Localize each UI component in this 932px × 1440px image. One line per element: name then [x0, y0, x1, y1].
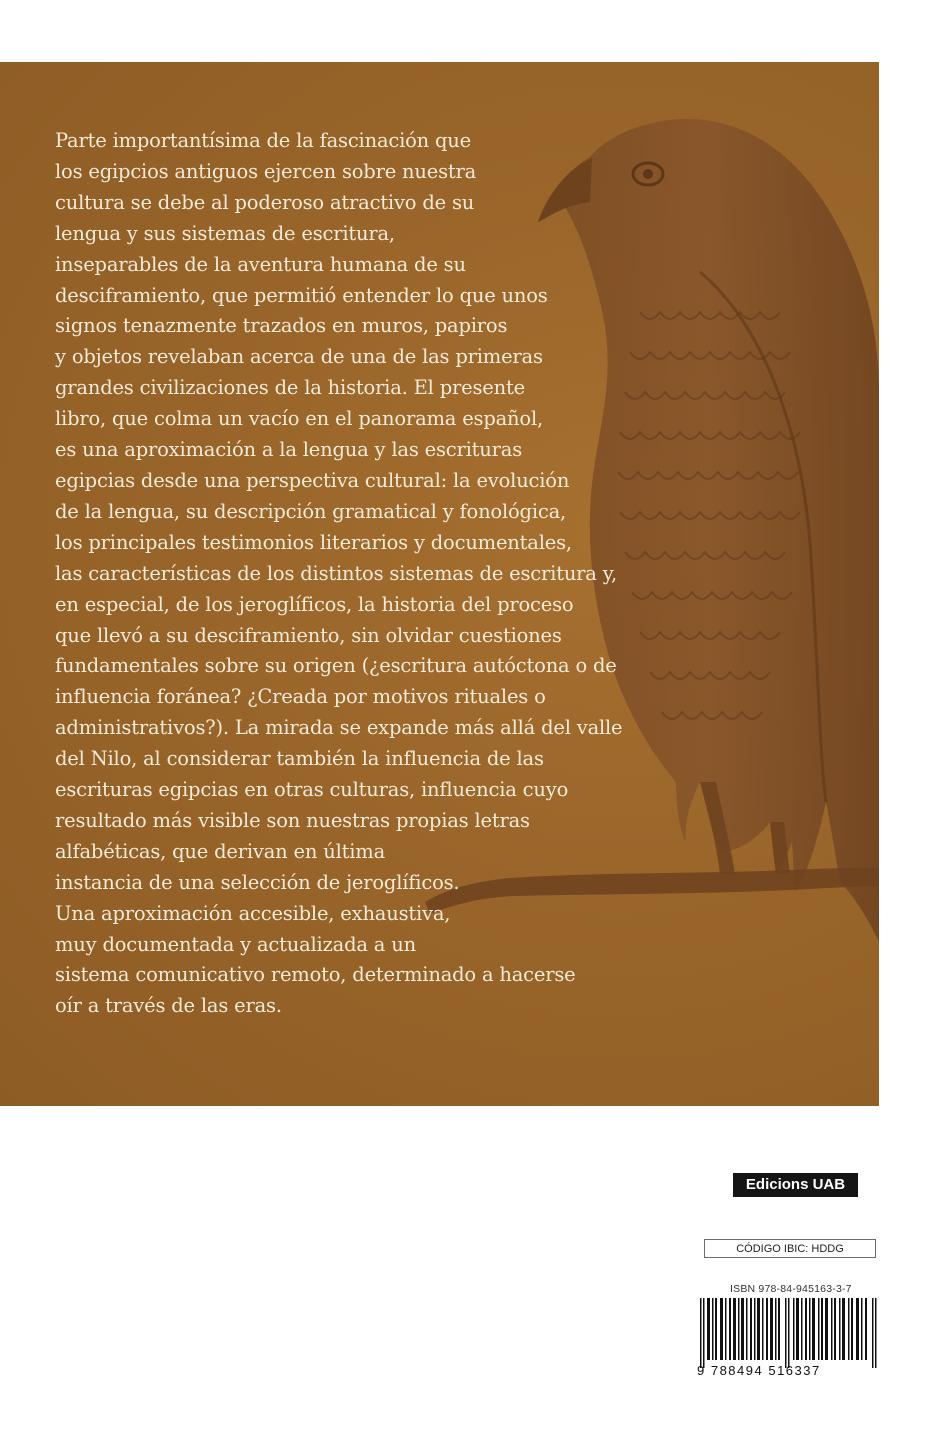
- publisher-logo-label: Edicions UAB: [733, 1173, 858, 1197]
- barcode-digits: 9 788494 516337: [697, 1363, 821, 1378]
- back-cover-blurb: Parte importantísima de la fascinación que los egipcios antiguos ejercen sobre nuestra cultura se debe al poderoso atractivo de su lengua y sus sistemas de escritura, inseparables de la aventura humana de su desciframiento, que permitió entender lo que unos signos tenazmente trazados en muros, papiros y objetos revelaban acerca de una de las primeras grandes civilizaciones de la historia. El presente libro, que colma un vacío en el panorama español, es una aproximación a la lengua y las escrituras egipcias desde una perspectiva cultural: la evolución de la lengua, su descripción gramatical y fonológica, los principales testimonios literarios y documentales, las características de los distintos sistemas de escritura y, en especial, de los jeroglíficos, la historia del proceso que llevó a su desciframiento, sin olvidar cuestiones fundamentales sobre su origen (¿escritura autóctona o de influencia foránea? ¿Creada por motivos rituales o administrativos?). La mirada se expande más allá del valle del Nilo, al considerar también la influencia de las escrituras egipcias en otras culturas, influencia cuyo resultado más visible son nuestras propias letras alfabéticas, que derivan en última instancia de una selección de jeroglíficos. Una aproximación accesible, exhaustiva, muy documentada y actualizada a un sistema comunicativo remoto, determinado a hacerse oír a través de las eras.: [55, 129, 623, 1018]
- ibic-code-box: CÓDIGO IBIC: HDDG: [704, 1239, 876, 1258]
- isbn-text: ISBN 978-84-945163-3-7: [730, 1283, 852, 1295]
- isbn-barcode: [700, 1298, 878, 1368]
- cover-panel: [0, 62, 879, 1106]
